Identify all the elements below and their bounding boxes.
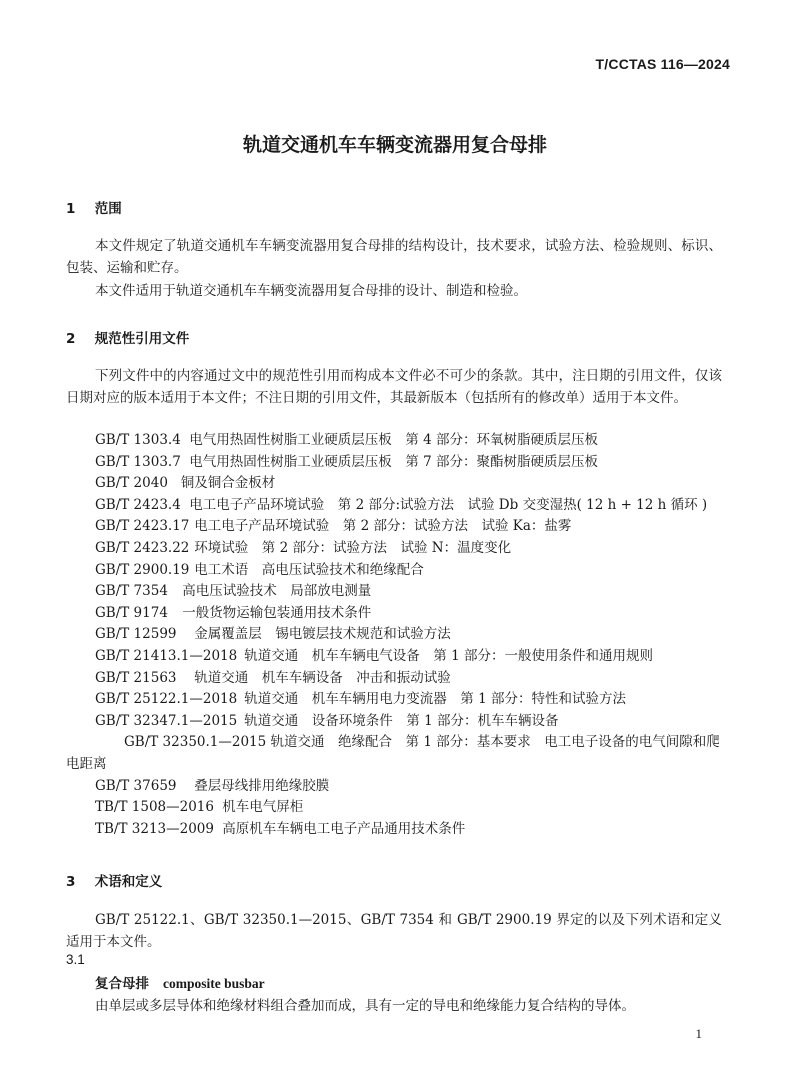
document-code: T/CCTAS 116—2024	[595, 56, 730, 72]
reference-title: 轨道交通 绝缘配合 第 1 部分：基本要求 电工电子设备的电气间隙和爬电距离	[66, 734, 720, 772]
reference-code: TB/T 3213—2009	[95, 820, 214, 837]
reference-title: 轨道交通 机车车辆电气设备 第 1 部分：一般使用条件和通用规则	[244, 647, 653, 664]
reference-item	[66, 732, 722, 775]
normative-references-intro: 下列文件中的内容通过文中的规范性引用而构成本文件必不可少的条款。其中，注日期的引用文件，仅该日期对应的版本适用于本文件；不注日期的引用文件，其最新版本（包括所有的修改单）适用于本文件。	[66, 368, 722, 406]
reference-title: 一般货物运输包装通用技术条件	[182, 604, 372, 621]
reference-code: GB/T 1303.7	[95, 453, 181, 470]
reference-title: 机车电气屏柜	[222, 799, 304, 816]
reference-item	[66, 473, 722, 495]
reference-item	[66, 452, 722, 474]
reference-code: GB/T 1303.4	[95, 432, 181, 448]
reference-title: 金属覆盖层 锡电镀层技术规范和试验方法	[194, 626, 451, 643]
section-1-heading	[66, 197, 122, 217]
reference-code: GB/T 2900.19	[95, 561, 190, 578]
reference-title: 铜及铜合金板材	[180, 475, 276, 492]
reference-code: TB/T 1508—2016	[95, 799, 214, 816]
reference-item	[66, 430, 722, 452]
reference-list	[66, 430, 722, 840]
scope-paragraph-1: 本文件规定了轨道交通机车车辆变流器用复合母排的结构设计，技术要求，试验方法、检验规则、标识、包装、运输和贮存。	[66, 238, 722, 276]
reference-title: 电工电子产品环境试验 第 2 部分：试验方法 试验 Ka：盐雾	[194, 518, 572, 535]
reference-title: 轨道交通 机车车辆用电力变流器 第 1 部分：特性和试验方法	[244, 691, 626, 708]
reference-title: 电工术语 高电压试验技术和绝缘配合	[194, 561, 424, 578]
term-name-cn: 复合母排	[95, 976, 149, 992]
reference-item	[66, 538, 722, 560]
reference-code: GB/T 37659	[95, 777, 177, 794]
section-number: 1	[66, 201, 76, 217]
reference-item	[66, 581, 722, 603]
reference-code: GB/T 21413.1—2018	[95, 647, 238, 664]
reference-code: GB/T 32350.1—2015	[124, 734, 267, 751]
reference-title: 高原机车车辆电工电子产品通用技术条件	[222, 820, 466, 837]
reference-code: GB/T 9174	[95, 604, 168, 621]
reference-item	[66, 797, 722, 819]
reference-code: GB/T 2423.17	[95, 518, 190, 535]
reference-code: GB/T 12599	[95, 626, 177, 643]
reference-item	[66, 560, 722, 582]
reference-code: GB/T 25122.1—2018	[95, 691, 238, 708]
reference-item	[66, 668, 722, 690]
reference-title: 叠层母线排用绝缘胶膜	[194, 777, 330, 794]
term-name-en: composite busbar	[163, 976, 265, 991]
reference-title: 电气用热固性树脂工业硬质层压板 第 4 部分：环氧树脂硬质层压板	[189, 432, 598, 448]
page-number: 1	[695, 1026, 702, 1041]
reference-item	[66, 603, 722, 625]
section-title: 范围	[94, 201, 122, 217]
reference-title: 轨道交通 设备环境条件 第 1 部分：机车车辆设备	[244, 712, 559, 729]
terms-intro: GB/T 25122.1、GB/T 32350.1—2015、GB/T 7354 和 GB/T 2900.19 界定的以及下列术语和定义适用于本文件。	[66, 912, 722, 950]
reference-item	[66, 624, 722, 646]
scope-paragraph-2: 本文件适用于轨道交通机车车辆变流器用复合母排的设计、制造和检验。	[95, 283, 527, 299]
reference-code: GB/T 21563	[95, 669, 177, 686]
reference-item	[66, 516, 722, 538]
reference-code: GB/T 2423.4	[95, 496, 181, 513]
reference-title: 电工电子产品环境试验 第 2 部分:试验方法 试验 Db 交变湿热( 12 h + 12 h 循环 )	[189, 496, 708, 513]
section-title: 规范性引用文件	[94, 331, 190, 347]
reference-title: 轨道交通 机车车辆设备 冲击和振动试验	[194, 669, 451, 686]
term-definition: 由单层或多层导体和绝缘材料组合叠加而成，具有一定的导电和绝缘能力复合结构的导体。	[95, 998, 635, 1014]
section-title: 术语和定义	[94, 874, 163, 890]
reference-title: 高电压试验技术 局部放电测量	[182, 583, 372, 600]
reference-item	[66, 689, 722, 711]
reference-title: 电气用热固性树脂工业硬质层压板 第 7 部分：聚酯树脂硬质层压板	[189, 453, 598, 470]
section-number: 3	[66, 874, 76, 890]
term-number: 3.1	[66, 952, 85, 967]
reference-item	[66, 819, 722, 841]
reference-item	[66, 495, 722, 517]
reference-code: GB/T 2423.22	[95, 539, 190, 556]
section-2-heading	[66, 327, 189, 347]
reference-code: GB/T 7354	[95, 583, 168, 600]
reference-code: GB/T 32347.1—2015	[95, 712, 238, 729]
reference-item	[66, 711, 722, 733]
section-number: 2	[66, 331, 76, 347]
reference-item	[66, 776, 722, 798]
reference-title: 环境试验 第 2 部分：试验方法 试验 N：温度变化	[194, 539, 512, 556]
reference-code: GB/T 2040	[95, 475, 168, 492]
term-name	[95, 972, 265, 992]
section-3-heading	[66, 870, 162, 890]
document-title: 轨道交通机车车辆变流器用复合母排	[242, 134, 547, 156]
reference-item	[66, 646, 722, 668]
